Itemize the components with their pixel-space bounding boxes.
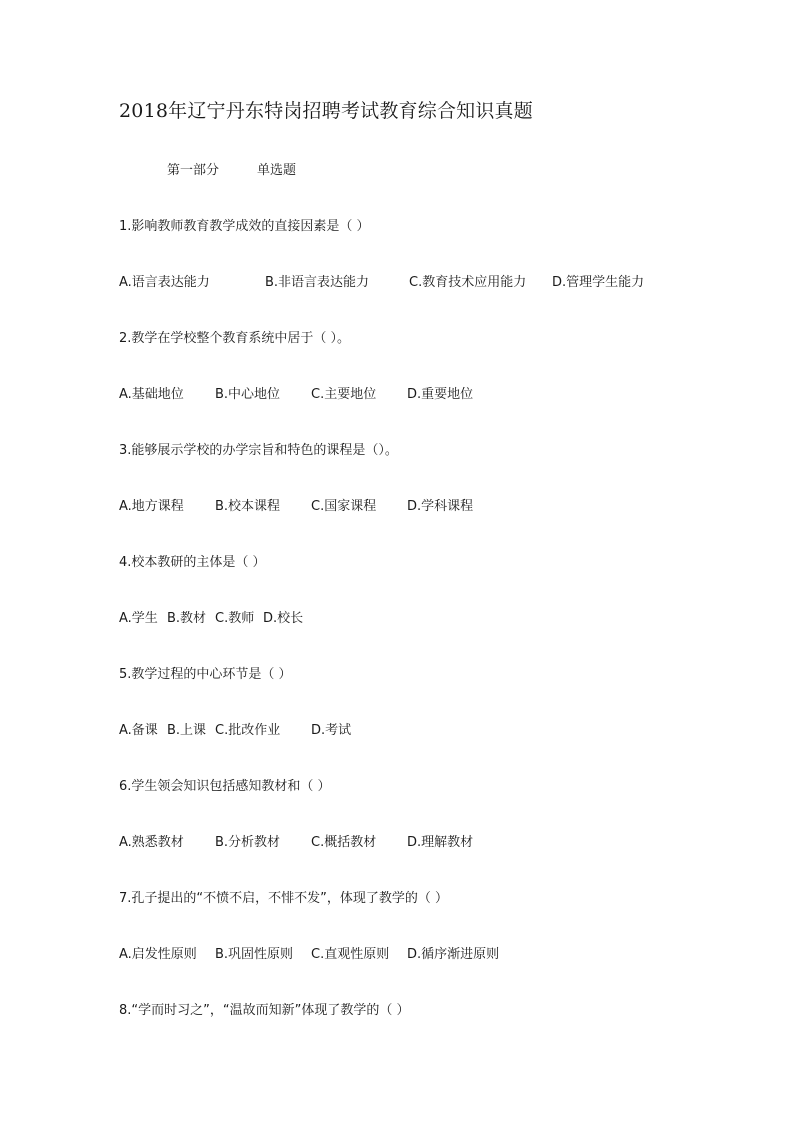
option: C.批改作业 bbox=[215, 723, 281, 738]
question-stem: 7.孔子提出的“不愤不启，不悱不发”，体现了教学的（ ） bbox=[119, 891, 449, 906]
option: B.非语言表达能力 bbox=[265, 275, 370, 290]
question-options bbox=[119, 382, 473, 408]
option: A.学生 bbox=[119, 611, 158, 626]
option: A.语言表达能力 bbox=[119, 275, 210, 290]
option: C.国家课程 bbox=[311, 499, 377, 514]
question-stem: 1.影响教师教育教学成效的直接因素是（ ） bbox=[119, 219, 370, 234]
option: C.概括教材 bbox=[311, 835, 377, 850]
question-options bbox=[119, 270, 644, 296]
section-part: 第一部分 bbox=[167, 163, 220, 178]
option: C.主要地位 bbox=[311, 387, 377, 402]
question-options bbox=[119, 830, 473, 856]
option: B.中心地位 bbox=[215, 387, 281, 402]
option: C.直观性原则 bbox=[311, 947, 390, 962]
option: A.基础地位 bbox=[119, 387, 184, 402]
question-options bbox=[119, 718, 351, 744]
option: D.学科课程 bbox=[407, 499, 474, 514]
option: A.地方课程 bbox=[119, 499, 184, 514]
question-stem: 3.能够展示学校的办学宗旨和特色的课程是（）。 bbox=[119, 443, 398, 458]
option: D.理解教材 bbox=[407, 835, 474, 850]
option: D.重要地位 bbox=[407, 387, 474, 402]
question-options bbox=[119, 942, 499, 968]
option: B.上课 bbox=[167, 723, 207, 738]
option: B.校本课程 bbox=[215, 499, 281, 514]
option: A.启发性原则 bbox=[119, 947, 197, 962]
section-heading bbox=[167, 158, 296, 184]
option: A.备课 bbox=[119, 723, 158, 738]
option: D.循序渐进原则 bbox=[407, 947, 500, 962]
option: D.考试 bbox=[311, 723, 352, 738]
question-stem: 2.教学在学校整个教育系统中居于（ ）。 bbox=[119, 331, 351, 346]
option: D.校长 bbox=[263, 611, 304, 626]
option: B.巩固性原则 bbox=[215, 947, 294, 962]
document-title: 2018年辽宁丹东特岗招聘考试教育综合知识真题 bbox=[119, 100, 533, 122]
option: C.教育技术应用能力 bbox=[409, 275, 527, 290]
option: B.分析教材 bbox=[215, 835, 281, 850]
question-stem: 6.学生领会知识包括感知教材和（ ） bbox=[119, 779, 331, 794]
section-type: 单选题 bbox=[257, 163, 297, 178]
option: B.教材 bbox=[167, 611, 207, 626]
question-stem: 4.校本教研的主体是（ ） bbox=[119, 555, 266, 570]
question-options bbox=[119, 494, 473, 520]
question-stem: 8.“学而时习之”，“温故而知新”体现了教学的（ ） bbox=[119, 1003, 410, 1018]
question-stem: 5.教学过程的中心环节是（ ） bbox=[119, 667, 292, 682]
option: D.管理学生能力 bbox=[552, 275, 645, 290]
option: C.教师 bbox=[215, 611, 255, 626]
option: A.熟悉教材 bbox=[119, 835, 184, 850]
question-options bbox=[119, 606, 303, 632]
